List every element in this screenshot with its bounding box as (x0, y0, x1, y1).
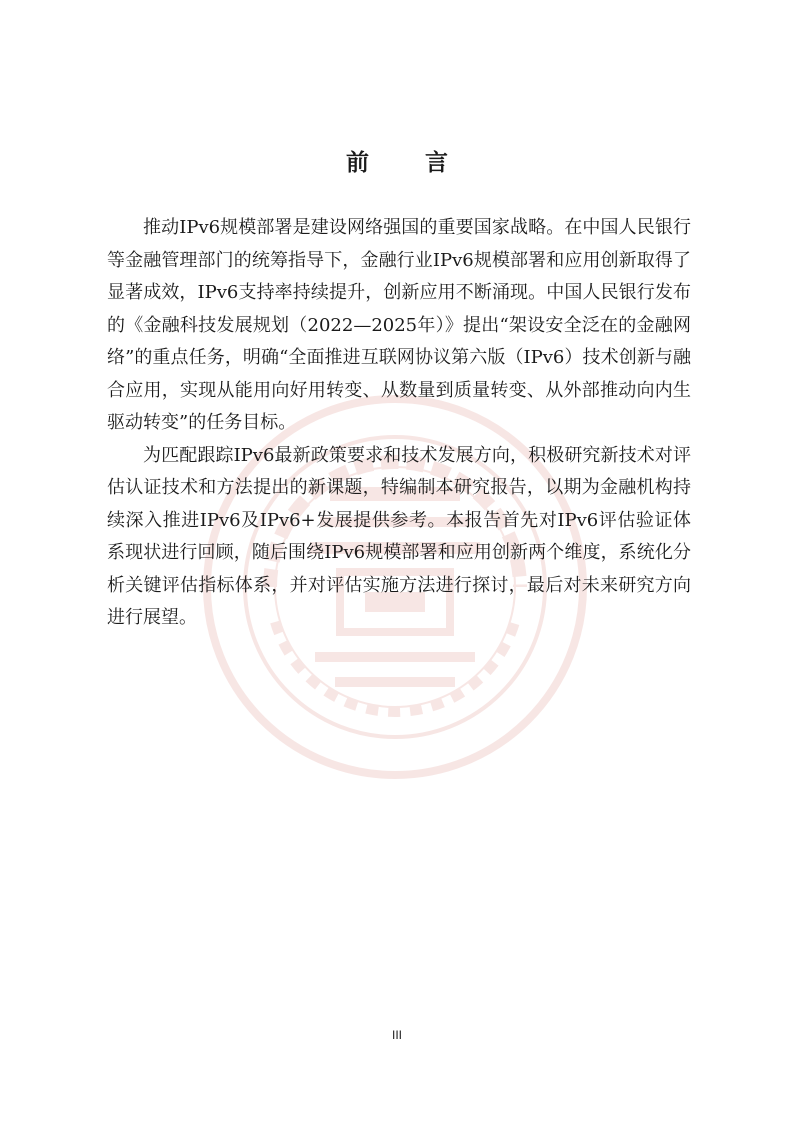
page-number: III (391, 1028, 402, 1042)
paragraph-1: 推动IPv6规模部署是建设网络强国的重要国家战略。在中国人民银行等金融管理部门的统筹指导下，金融行业IPv6规模部署和应用创新取得了显著成效，IPv6支持率持续提升，创新应用不断涌现。中国人民银行发布的《金融科技发展规划（2022—2025年）》提出“架设安全泛在的金融网络”的重点任务，明确“全面推进互联网协议第六版（IPv6）技术创新与融合应用，实现从能用向好用转变、从数量到质量转变、从外部推动向内生驱动转变”的任务目标。 (107, 217, 691, 433)
paragraph-2: 为匹配跟踪IPv6最新政策要求和技术发展方向，积极研究新技术对评估认证技术和方法提出的新课题，特编制本研究报告，以期为金融机构持续深入推进IPv6及IPv6+发展提供参考。本报告首先对IPv6评估验证体系现状进行回顾，随后围绕IPv6规模部署和应用创新两个维度，系统化分析关键评估指标体系，并对评估实施方法进行探讨，最后对未来研究方向进行展望。 (107, 444, 691, 628)
page-title: 前 言 (345, 150, 472, 176)
preface-body (107, 212, 691, 635)
